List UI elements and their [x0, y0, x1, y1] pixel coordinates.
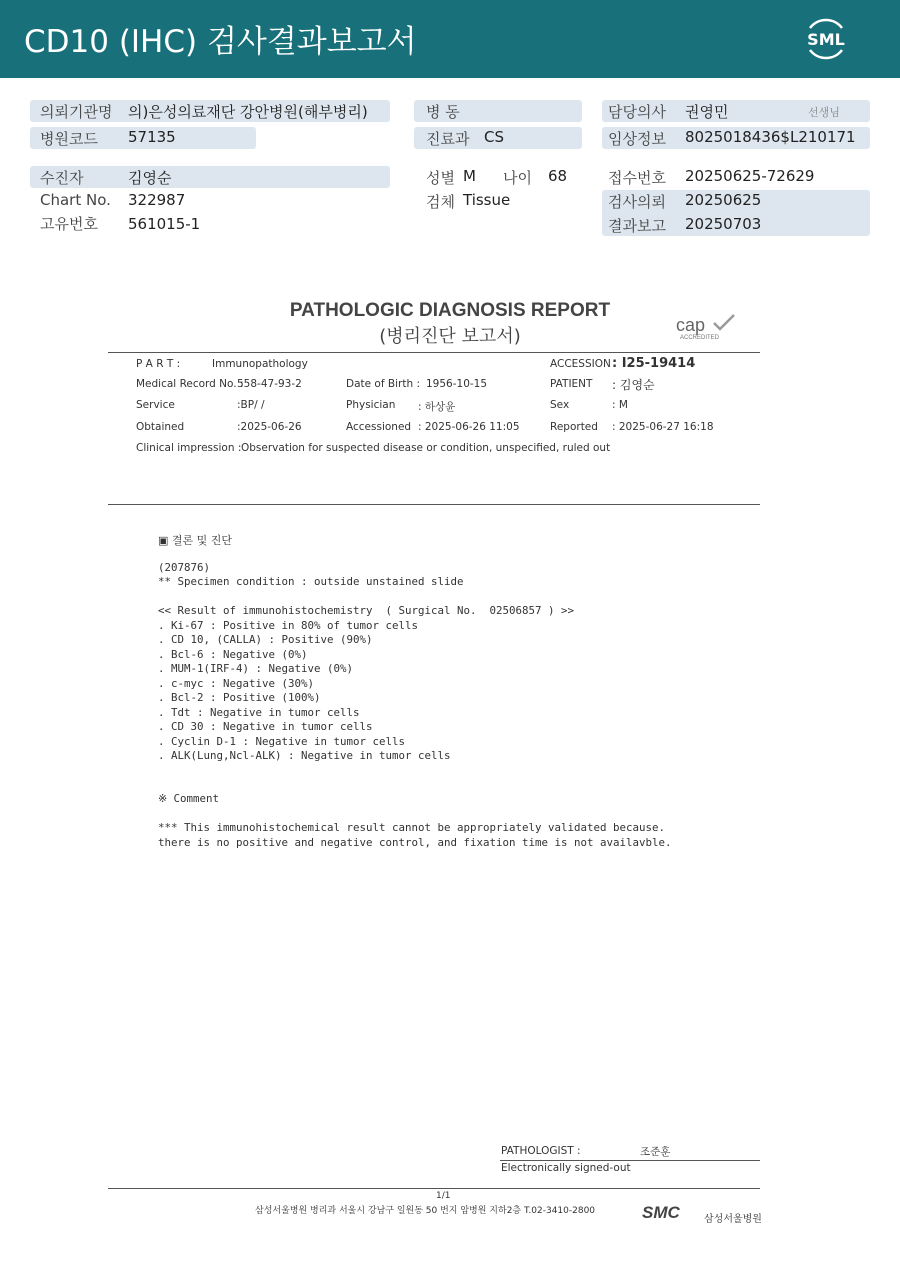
- pathologist-value: 조준훈: [640, 1146, 671, 1158]
- physician-value: : 하상윤: [418, 401, 456, 413]
- age-value: 68: [548, 167, 568, 185]
- signed-out-text: Electronically signed-out: [501, 1162, 631, 1174]
- dob-value: 1956-10-15: [426, 378, 488, 390]
- svg-text:cap: cap: [676, 315, 706, 335]
- result-item: . Bcl-2 : Positive (100%): [158, 691, 321, 704]
- smc-logo-name: 삼성서울병원: [704, 1214, 762, 1225]
- service-value: :BP/ /: [237, 399, 265, 411]
- dob-label: Date of Birth :: [346, 378, 420, 390]
- accession-label: ACCESSION: [550, 358, 611, 370]
- report-label: 결과보고: [608, 217, 666, 235]
- code-label: 병원코드: [40, 130, 98, 148]
- code-value: 57135: [128, 128, 176, 146]
- request-label: 검사의뢰: [608, 193, 666, 211]
- result-item: . CD 10, (CALLA) : Positive (90%): [158, 633, 373, 646]
- id-label: 고유번호: [40, 215, 98, 233]
- page-number: 1/1: [436, 1191, 451, 1201]
- result-item: . CD 30 : Negative in tumor cells: [158, 720, 373, 733]
- svg-text:ACCREDITED: ACCREDITED: [680, 335, 720, 341]
- chart-label: Chart No.: [40, 191, 111, 209]
- mrn-label: Medical Record No. :: [136, 378, 244, 390]
- mrn-value: 558-47-93-2: [237, 378, 302, 390]
- report-value: 20250703: [685, 215, 762, 233]
- smc-logo: SMC: [642, 1203, 680, 1222]
- patient-label: 수진자: [40, 169, 84, 187]
- patient-label-report: PATIENT: [550, 378, 593, 390]
- report-title-en: PATHOLOGIC DIAGNOSIS REPORT: [289, 300, 611, 321]
- result-item: . MUM-1(IRF-4) : Negative (0%): [158, 662, 354, 675]
- page-title: CD10 (IHC) 검사결과보고서: [24, 24, 417, 60]
- result-item: . Ki-67 : Positive in 80% of tumor cells: [158, 618, 419, 632]
- inst-value: 의)은성의료재단 강안병원(해부병리): [128, 103, 368, 121]
- clinical-label: 임상정보: [608, 130, 666, 148]
- request-value: 20250625: [685, 191, 762, 209]
- result-item: . ALK(Lung,Ncl-ALK) : Negative in tumor cells: [158, 749, 451, 762]
- specimen-value: Tissue: [463, 191, 511, 209]
- accessioned-label: Accessioned: [346, 421, 412, 433]
- report-divider-mid: [108, 504, 760, 505]
- comment-line: there is no positive and negative control, and fixation time is not availavble.: [158, 835, 672, 849]
- part-label: P A R T :: [136, 358, 181, 370]
- cap-accredited-logo: [676, 311, 738, 341]
- section-heading: ▣ 결론 및 진단: [158, 534, 233, 547]
- receipt-label: 접수번호: [608, 169, 666, 187]
- physician-label: Physician: [346, 399, 396, 411]
- dept-label: 진료과: [426, 130, 470, 148]
- logo-text: SML: [807, 30, 845, 49]
- service-label: Service: [136, 399, 175, 411]
- result-heading: << Result of immunohistochemistry ( Surgical No. 02506857 ) >>: [158, 604, 575, 617]
- comment-line: *** This immunohistochemical result cannot be appropriately validated because.: [158, 821, 666, 834]
- doctor-suffix: 선생님: [808, 106, 840, 119]
- specimen-label: 검체: [426, 193, 455, 211]
- sex-value: M: [463, 167, 476, 185]
- id-value: 561015-1: [128, 215, 201, 233]
- result-list: [158, 619, 451, 764]
- signature-line: [500, 1160, 760, 1161]
- ward-label: 병 동: [426, 103, 460, 121]
- accessioned-value: : 2025-06-26 11:05: [418, 421, 520, 433]
- sex-value-report: : M: [612, 399, 628, 411]
- chart-value: 322987: [128, 191, 186, 209]
- inst-label: 의뢰기관명: [40, 103, 113, 121]
- obtained-label: Obtained: [136, 421, 185, 433]
- footer-address: 삼성서울병원 병리과 서울시 강남구 일원동 50 번지 암병원 지하2층 T.02-3410-2800: [255, 1206, 596, 1216]
- clinical-impression-value: Observation for suspected disease or condition, unspecified, ruled out: [241, 442, 611, 454]
- result-item: . Bcl-6 : Negative (0%): [158, 647, 308, 661]
- receipt-value: 20250625-72629: [685, 167, 815, 185]
- part-value: Immunopathology: [212, 358, 308, 370]
- sex-label: 성별: [426, 169, 455, 187]
- patient-value-report: : 김영순: [612, 378, 655, 392]
- reported-label: Reported: [550, 421, 598, 433]
- dept-value: CS: [484, 128, 504, 146]
- specimen-condition: ** Specimen condition : outside unstained slide: [158, 575, 464, 588]
- sml-logo: [802, 14, 850, 62]
- clinical-impression-label: Clinical impression :: [136, 442, 242, 454]
- patient-value: 김영순: [128, 169, 172, 187]
- accession-value: : I25-19414: [612, 356, 696, 371]
- footer-divider: [108, 1188, 760, 1189]
- doctor-label: 담당의사: [608, 103, 666, 121]
- report-title-ko: (병리진단 보고서): [379, 326, 521, 347]
- reported-value: : 2025-06-27 16:18: [612, 421, 714, 433]
- sex-label-report: Sex: [550, 399, 570, 411]
- result-item: . Cyclin D-1 : Negative in tumor cells: [158, 734, 406, 748]
- clinical-value: 8025018436$L210171: [685, 128, 856, 146]
- result-item: . Tdt : Negative in tumor cells: [158, 705, 360, 719]
- report-divider-top: [108, 352, 760, 353]
- doctor-value: 권영민: [685, 103, 729, 121]
- age-label: 나이: [503, 169, 532, 187]
- patient-row: [30, 166, 390, 188]
- case-number: (207876): [158, 561, 211, 574]
- result-item: . c-myc : Negative (30%): [158, 676, 315, 690]
- pathologist-label: PATHOLOGIST :: [501, 1145, 581, 1157]
- obtained-value: :2025-06-26: [237, 421, 302, 433]
- comment-heading: ※ Comment: [158, 792, 220, 805]
